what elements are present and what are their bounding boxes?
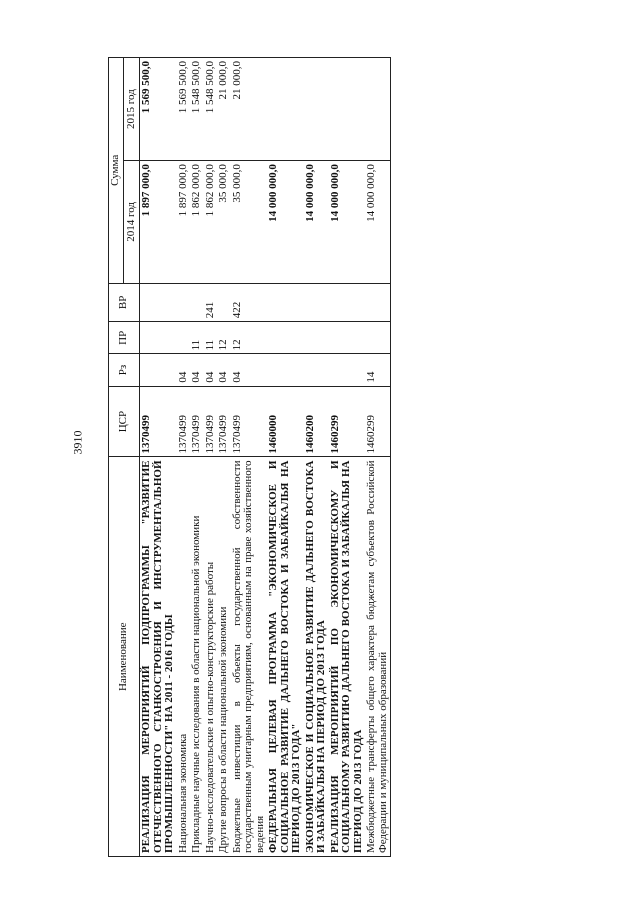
- table-row: [329, 58, 366, 857]
- row-rz: [140, 354, 177, 386]
- row-sum-2014: 35 000,0: [217, 161, 231, 283]
- row-sum-2014: 1 897 000,0: [177, 161, 191, 283]
- row-vr: [140, 283, 177, 322]
- row-pr: [177, 322, 191, 354]
- row-csr: 1370499: [177, 386, 191, 457]
- header-year-2015: 2015 год: [123, 58, 140, 161]
- row-rz: 04: [217, 354, 231, 386]
- row-pr: [365, 322, 391, 354]
- row-pr: [304, 322, 329, 354]
- row-pr: 12: [231, 322, 268, 354]
- table-row: [140, 58, 177, 857]
- row-name: Научно-исследовательские и опытно-конструкторские работы: [204, 457, 218, 857]
- row-rz: [304, 354, 329, 386]
- row-pr: 12: [217, 322, 231, 354]
- row-name: Прикладные научные исследования в области национальной экономики: [190, 457, 204, 857]
- row-sum-2015: 1 548 500,0: [204, 58, 218, 161]
- row-sum-2014: 14 000 000,0: [267, 161, 304, 283]
- header-pr: ПР: [109, 322, 140, 354]
- row-vr: 241: [204, 283, 218, 322]
- header-vr: ВР: [109, 283, 140, 322]
- table-row: [204, 58, 218, 857]
- page-number: 3910: [70, 430, 85, 455]
- row-sum-2015: [329, 58, 366, 161]
- row-csr: 1460200: [304, 386, 329, 457]
- row-sum-2015: 21 000,0: [217, 58, 231, 161]
- row-pr: 11: [190, 322, 204, 354]
- table-row: [365, 58, 391, 857]
- row-name: ЭКОНОМИЧЕСКОЕ И СОЦИАЛЬНОЕ РАЗВИТИЕ ДАЛЬНЕГО ВОСТОКА И ЗАБАЙКАЛЬЯ НА ПЕРИОД ДО 2013 ГОДА: [304, 457, 329, 857]
- row-rz: 04: [204, 354, 218, 386]
- row-name: РЕАЛИЗАЦИЯ МЕРОПРИЯТИЙ ПОДПРОГРАММЫ "РАЗВИТИЕ ОТЕЧЕСТВЕННОГО СТАНКОСТРОЕНИЯ И ИНСТРУМЕНТАЛЬНОЙ ПРОМЫШЛЕННОСТИ" НА 2011 - 2016 ГОДЫ: [140, 457, 177, 857]
- row-sum-2015: [267, 58, 304, 161]
- header-rz: Рз: [109, 354, 140, 386]
- row-rz: 04: [231, 354, 268, 386]
- row-rz: [329, 354, 366, 386]
- header-sum: Сумма: [109, 58, 124, 284]
- row-rz: 04: [177, 354, 191, 386]
- table-row: [267, 58, 304, 857]
- row-vr: [177, 283, 191, 322]
- table-row: [177, 58, 191, 857]
- table-row: [231, 58, 268, 857]
- row-pr: [140, 322, 177, 354]
- row-rz: [267, 354, 304, 386]
- header-year-2014: 2014 год: [123, 161, 140, 283]
- row-sum-2015: 1 569 500,0: [177, 58, 191, 161]
- row-sum-2015: [304, 58, 329, 161]
- row-name: ФЕДЕРАЛЬНАЯ ЦЕЛЕВАЯ ПРОГРАММА "ЭКОНОМИЧЕСКОЕ И СОЦИАЛЬНОЕ РАЗВИТИЕ ДАЛЬНЕГО ВОСТОКА И ЗАБАЙКАЛЬЯ НА ПЕРИОД ДО 2013 ГОДА": [267, 457, 304, 857]
- row-vr: [267, 283, 304, 322]
- table-row: [217, 58, 231, 857]
- table-header: [109, 58, 140, 857]
- row-vr: [190, 283, 204, 322]
- row-csr: 1460299: [365, 386, 391, 457]
- row-pr: [329, 322, 366, 354]
- row-vr: 422: [231, 283, 268, 322]
- table-row: [190, 58, 204, 857]
- budget-table: [108, 57, 391, 857]
- row-csr: 1370499: [204, 386, 218, 457]
- row-name: Другие вопросы в области национальной экономики: [217, 457, 231, 857]
- row-sum-2014: 1 862 000,0: [204, 161, 218, 283]
- row-rz: 04: [190, 354, 204, 386]
- row-name: Межбюджетные трансферты общего характера бюджетам субъектов Российской Федерации и муниципальных образований: [365, 457, 391, 857]
- row-sum-2015: 1 569 500,0: [140, 58, 177, 161]
- rotated-page: [108, 57, 528, 857]
- row-csr: 1460000: [267, 386, 304, 457]
- row-sum-2014: 14 000 000,0: [304, 161, 329, 283]
- row-sum-2014: 14 000 000,0: [365, 161, 391, 283]
- row-sum-2014: 35 000,0: [231, 161, 268, 283]
- row-csr: 1370499: [231, 386, 268, 457]
- row-vr: [365, 283, 391, 322]
- row-csr: 1370499: [140, 386, 177, 457]
- header-csr: ЦСР: [109, 386, 140, 457]
- table-row: [304, 58, 329, 857]
- row-pr: [267, 322, 304, 354]
- table-body: [140, 58, 391, 857]
- row-pr: 11: [204, 322, 218, 354]
- row-sum-2015: [365, 58, 391, 161]
- row-sum-2014: 14 000 000,0: [329, 161, 366, 283]
- row-csr: 1460299: [329, 386, 366, 457]
- row-csr: 1370499: [190, 386, 204, 457]
- row-rz: 14: [365, 354, 391, 386]
- row-sum-2015: 21 000,0: [231, 58, 268, 161]
- row-vr: [217, 283, 231, 322]
- row-sum-2014: 1 897 000,0: [140, 161, 177, 283]
- row-vr: [304, 283, 329, 322]
- row-vr: [329, 283, 366, 322]
- row-sum-2014: 1 862 000,0: [190, 161, 204, 283]
- row-name: Бюджетные инвестиции в объекты государственной собственности государственным унитарным предприятиям, основанным на праве хозяйственного ведения: [231, 457, 268, 857]
- row-sum-2015: 1 548 500,0: [190, 58, 204, 161]
- row-name: Национальная экономика: [177, 457, 191, 857]
- header-name: Наименование: [109, 457, 140, 857]
- row-name: РЕАЛИЗАЦИЯ МЕРОПРИЯТИЙ ПО ЭКОНОМИЧЕСКОМУ И СОЦИАЛЬНОМУ РАЗВИТИЮ ДАЛЬНЕГО ВОСТОКА И ЗАБАЙКАЛЬЯ НА ПЕРИОД ДО 2013 ГОДА: [329, 457, 366, 857]
- row-csr: 1370499: [217, 386, 231, 457]
